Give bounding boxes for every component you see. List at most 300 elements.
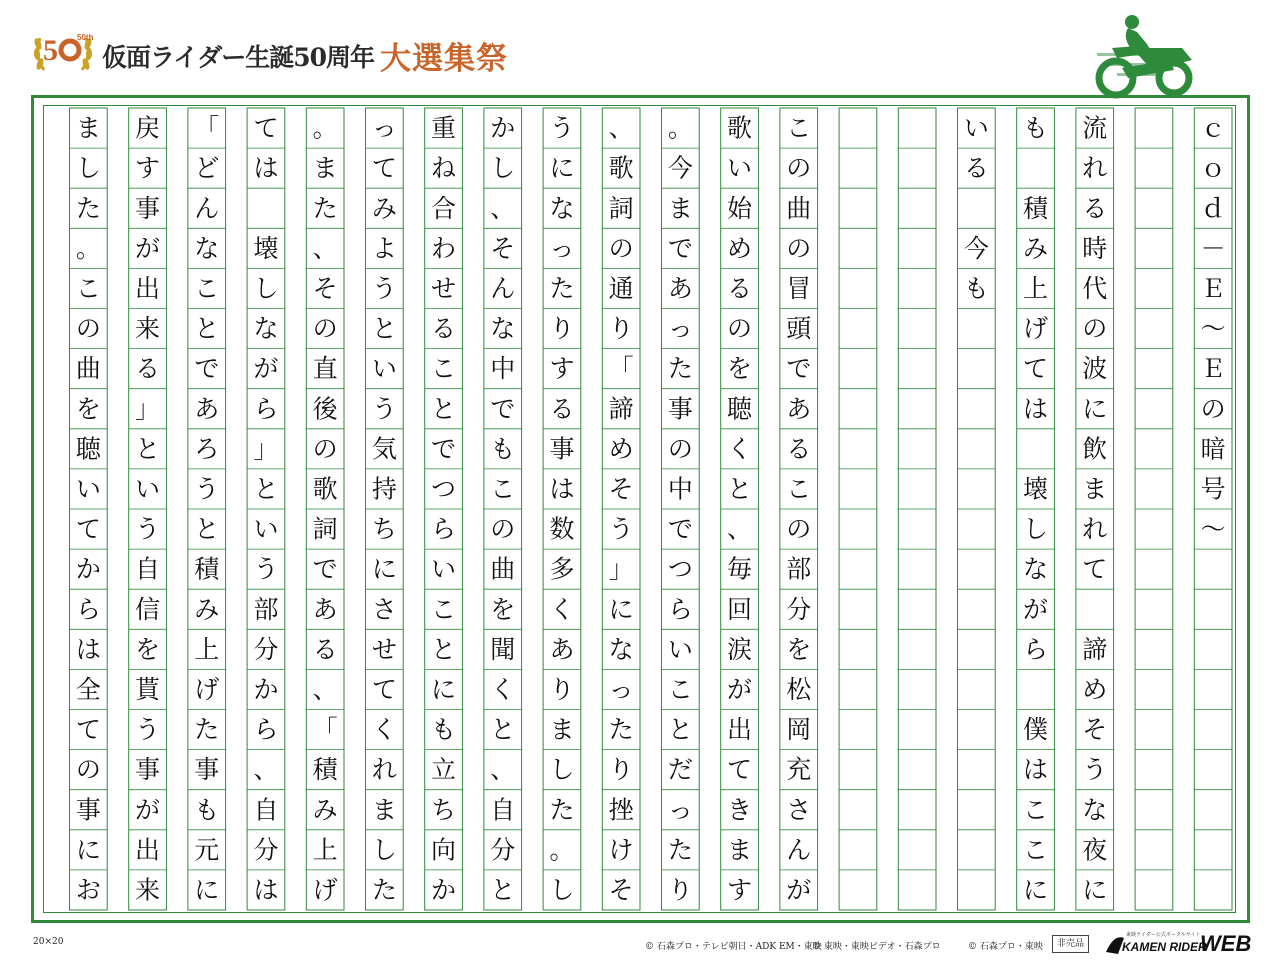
manuscript-char: ｃ <box>1200 113 1226 143</box>
manuscript-char: 。 <box>75 233 101 263</box>
manuscript-char: て <box>727 755 753 785</box>
manuscript-char: を <box>75 394 101 424</box>
manuscript-char: 自 <box>135 554 161 584</box>
manuscript-column <box>425 108 463 910</box>
manuscript-char: た <box>312 193 338 223</box>
manuscript-char: 上 <box>194 634 220 664</box>
manuscript-char: う <box>371 394 397 424</box>
manuscript-char: な <box>490 314 516 344</box>
manuscript-char: 合 <box>431 193 457 223</box>
manuscript-char: こ <box>1023 795 1049 825</box>
manuscript-char: ま <box>549 715 575 745</box>
manuscript-char: っ <box>371 113 397 143</box>
manuscript-char: る <box>1082 193 1108 223</box>
manuscript-char: う <box>253 554 279 584</box>
manuscript-char: 立 <box>431 755 457 785</box>
manuscript-char: あ <box>312 594 338 624</box>
manuscript-char: す <box>727 875 753 905</box>
manuscript-char: ら <box>75 594 101 624</box>
manuscript-char: の <box>75 314 101 344</box>
manuscript-char: に <box>194 875 220 905</box>
manuscript-char: か <box>253 674 279 704</box>
manuscript-char: し <box>75 153 101 183</box>
manuscript-char: に <box>431 674 457 704</box>
manuscript-char: 、 <box>312 674 338 704</box>
manuscript-char: の <box>608 233 634 263</box>
manuscript-column <box>306 108 344 910</box>
manuscript-char: い <box>253 514 279 544</box>
manuscript-char: 、 <box>490 193 516 223</box>
manuscript-char: ら <box>253 715 279 745</box>
manuscript-char: 時 <box>1082 233 1108 263</box>
manuscript-char: に <box>549 153 575 183</box>
manuscript-char: く <box>490 674 516 704</box>
manuscript-char: っ <box>667 795 693 825</box>
manuscript-char: み <box>194 594 220 624</box>
manuscript-char: に <box>608 594 634 624</box>
manuscript-char: 上 <box>312 835 338 865</box>
manuscript-char: 。 <box>667 113 693 143</box>
manuscript-char: 」 <box>608 554 634 584</box>
manuscript-char: こ <box>75 273 101 303</box>
manuscript-char: あ <box>194 394 220 424</box>
manuscript-char: は <box>75 634 101 664</box>
manuscript-char: ら <box>1023 634 1049 664</box>
manuscript-char: み <box>312 795 338 825</box>
manuscript-char: た <box>667 354 693 384</box>
manuscript-char: 充 <box>786 755 812 785</box>
manuscript-char: る <box>727 273 753 303</box>
manuscript-char: れ <box>1082 514 1108 544</box>
manuscript-char: 分 <box>786 594 812 624</box>
manuscript-char: ん <box>194 193 220 223</box>
manuscript-column <box>839 108 877 910</box>
manuscript-char: に <box>1023 875 1049 905</box>
manuscript-char: 、 <box>490 755 516 785</box>
manuscript-char: ら <box>253 394 279 424</box>
manuscript-char: と <box>194 314 220 344</box>
manuscript-char: 部 <box>253 594 279 624</box>
manuscript-char: け <box>608 835 634 865</box>
manuscript-char: ん <box>786 835 812 865</box>
manuscript-char: も <box>490 434 516 464</box>
manuscript-char: ち <box>371 514 397 544</box>
manuscript-char: 戻 <box>135 113 161 143</box>
manuscript-column <box>898 108 936 910</box>
manuscript-char: て <box>1082 554 1108 584</box>
manuscript-char: 始 <box>727 193 753 223</box>
manuscript-char: ん <box>490 273 516 303</box>
page-title-accent: 大選集祭 <box>380 41 508 77</box>
anniversary-badge-text: 50th <box>77 33 94 42</box>
manuscript-char: い <box>371 354 397 384</box>
manuscript-char: を <box>727 354 753 384</box>
manuscript-char: 自 <box>253 795 279 825</box>
manuscript-char: 、 <box>608 113 634 143</box>
manuscript-column <box>721 108 759 910</box>
manuscript-char: あ <box>786 394 812 424</box>
manuscript-char: て <box>75 715 101 745</box>
manuscript-char: と <box>371 314 397 344</box>
manuscript-char: 「 <box>608 354 634 384</box>
manuscript-char: っ <box>549 233 575 263</box>
manuscript-char: に <box>1082 875 1108 905</box>
manuscript-char: し <box>371 835 397 865</box>
manuscript-char: 歌 <box>727 113 753 143</box>
manuscript-char: 全 <box>75 674 101 704</box>
manuscript-char: 数 <box>549 514 575 544</box>
manuscript-column <box>1194 108 1232 910</box>
manuscript-char: せ <box>371 634 397 664</box>
manuscript-char: な <box>608 634 634 664</box>
manuscript-char: た <box>608 715 634 745</box>
manuscript-char: の <box>312 314 338 344</box>
manuscript-column <box>366 108 404 910</box>
manuscript-char: 上 <box>1023 273 1049 303</box>
manuscript-char: り <box>667 875 693 905</box>
manuscript-char: の <box>727 314 753 344</box>
manuscript-column <box>958 108 996 910</box>
manuscript-char: め <box>1082 674 1108 704</box>
manuscript-char: 流 <box>1082 113 1108 143</box>
manuscript-char: 回 <box>727 594 753 624</box>
manuscript-char: 松 <box>786 674 812 704</box>
manuscript-char: 僕 <box>1023 715 1049 745</box>
manuscript-char: す <box>135 153 161 183</box>
manuscript-char: こ <box>1023 835 1049 865</box>
manuscript-char: い <box>667 634 693 664</box>
manuscript-char: し <box>490 153 516 183</box>
manuscript-char: 積 <box>194 554 220 584</box>
manuscript-char: 詞 <box>312 514 338 544</box>
manuscript-char: い <box>963 113 989 143</box>
manuscript-char: 波 <box>1082 354 1108 384</box>
manuscript-char: ～ <box>1200 514 1226 544</box>
manuscript-char: 分 <box>253 634 279 664</box>
manuscript-char: 分 <box>253 835 279 865</box>
manuscript-char: う <box>194 474 220 504</box>
manuscript-char: 挫 <box>608 795 634 825</box>
manuscript-char: ｄ <box>1200 193 1226 223</box>
manuscript-char: め <box>727 233 753 263</box>
manuscript-char: の <box>786 233 812 263</box>
manuscript-char: は <box>253 875 279 905</box>
manuscript-char: そ <box>312 273 338 303</box>
manuscript-char: が <box>253 354 279 384</box>
manuscript-char: い <box>431 554 457 584</box>
manuscript-char: こ <box>431 354 457 384</box>
manuscript-char: そ <box>490 233 516 263</box>
manuscript-char: く <box>549 594 575 624</box>
manuscript-char: う <box>1082 755 1108 785</box>
manuscript-char: る <box>549 394 575 424</box>
manuscript-char: 壊 <box>1023 474 1049 504</box>
manuscript-char: い <box>135 474 161 504</box>
manuscript-char: 出 <box>727 715 753 745</box>
manuscript-char: は <box>1023 394 1049 424</box>
manuscript-char: あ <box>549 634 575 664</box>
manuscript-column <box>70 108 108 910</box>
manuscript-char: る <box>431 314 457 344</box>
manuscript-char: た <box>667 835 693 865</box>
manuscript-char: く <box>727 434 753 464</box>
manuscript-char: を <box>786 634 812 664</box>
manuscript-char: 聴 <box>75 434 101 464</box>
manuscript-char: つ <box>431 474 457 504</box>
manuscript-char: り <box>549 674 575 704</box>
manuscript-char: ｏ <box>1200 153 1226 183</box>
manuscript-char: 壊 <box>253 233 279 263</box>
manuscript-char: 自 <box>490 795 516 825</box>
manuscript-char: 事 <box>135 755 161 785</box>
manuscript-column <box>129 108 167 910</box>
manuscript-char: で <box>786 354 812 384</box>
manuscript-char: ね <box>431 153 457 183</box>
manuscript-char: 。 <box>549 835 575 865</box>
manuscript-char: 多 <box>549 554 575 584</box>
manuscript-char: 涙 <box>727 634 753 664</box>
manuscript-char: － <box>1200 233 1226 263</box>
manuscript-char: ま <box>75 113 101 143</box>
page-title: 仮面ライダー生誕50周年 <box>102 43 375 72</box>
manuscript-column <box>247 108 285 910</box>
manuscript-char: は <box>253 153 279 183</box>
manuscript-char: た <box>549 273 575 303</box>
manuscript-char: 中 <box>490 354 516 384</box>
manuscript-char: 曲 <box>786 193 812 223</box>
manuscript-char: 岡 <box>786 715 812 745</box>
manuscript-char: 積 <box>312 755 338 785</box>
manuscript-char: り <box>549 314 575 344</box>
not-for-sale-badge: 非売品 <box>1052 935 1089 953</box>
manuscript-char: 気 <box>371 434 397 464</box>
manuscript-char: な <box>549 193 575 223</box>
manuscript-char: げ <box>312 875 338 905</box>
manuscript-char: そ <box>608 474 634 504</box>
manuscript-char: い <box>727 153 753 183</box>
manuscript-char: 歌 <box>312 474 338 504</box>
site-logo-tagline: 東映ライダー公式ポータルサイト <box>1126 932 1201 938</box>
manuscript-char: し <box>253 273 279 303</box>
manuscript-char: っ <box>608 674 634 704</box>
manuscript-char: よ <box>371 233 397 263</box>
grid-size-label: 20×20 <box>33 937 64 947</box>
manuscript-char: も <box>194 795 220 825</box>
manuscript-char: 積 <box>1023 193 1049 223</box>
manuscript-char: 、 <box>727 514 753 544</box>
manuscript-char: 、 <box>253 755 279 785</box>
manuscript-char: で <box>312 554 338 584</box>
manuscript-char: う <box>608 514 634 544</box>
manuscript-char: 部 <box>786 554 812 584</box>
manuscript-char: 分 <box>490 835 516 865</box>
copyright-credit-3: © 石森プロ・東映 <box>968 942 1043 952</box>
manuscript-char: し <box>549 875 575 905</box>
manuscript-char: す <box>549 354 575 384</box>
manuscript-char: ま <box>312 153 338 183</box>
manuscript-char: の <box>667 434 693 464</box>
manuscript-char: る <box>786 434 812 464</box>
manuscript-char: 貰 <box>135 674 161 704</box>
manuscript-char: と <box>667 715 693 745</box>
manuscript-char: か <box>431 875 457 905</box>
manuscript-char: に <box>371 554 397 584</box>
manuscript-char: と <box>490 715 516 745</box>
manuscript-char: が <box>727 674 753 704</box>
manuscript-char: み <box>1023 233 1049 263</box>
manuscript-char: れ <box>1082 153 1108 183</box>
manuscript-char: 飲 <box>1082 434 1108 464</box>
manuscript-char: 曲 <box>75 354 101 384</box>
manuscript-char: 事 <box>135 193 161 223</box>
manuscript-char: の <box>75 755 101 785</box>
manuscript-char: が <box>1023 594 1049 624</box>
manuscript-char: 事 <box>75 795 101 825</box>
manuscript-char: の <box>312 434 338 464</box>
copyright-credit-1: © 石森プロ・テレビ朝日・ADK EM・東映 <box>645 942 822 952</box>
manuscript-column <box>1017 108 1055 910</box>
manuscript-char: ち <box>431 795 457 825</box>
manuscript-column <box>484 108 522 910</box>
site-logo-kamen: KAMEN RIDER <box>1122 940 1207 954</box>
manuscript-char: 事 <box>549 434 575 464</box>
manuscript-char: し <box>1023 514 1049 544</box>
manuscript-char: さ <box>371 594 397 624</box>
manuscript-char: う <box>135 715 161 745</box>
manuscript-char: 重 <box>431 113 457 143</box>
manuscript-char: が <box>786 875 812 905</box>
manuscript-char: う <box>549 113 575 143</box>
manuscript-char: 聴 <box>727 394 753 424</box>
manuscript-char: か <box>75 554 101 584</box>
manuscript-char: わ <box>431 233 457 263</box>
manuscript-char: Ｅ <box>1200 273 1226 303</box>
manuscript-char: ま <box>1082 474 1108 504</box>
manuscript-char: 後 <box>312 394 338 424</box>
manuscript-char: に <box>1082 394 1108 424</box>
manuscript-char: こ <box>667 674 693 704</box>
manuscript-char: ～ <box>1200 314 1226 344</box>
manuscript-char: で <box>490 394 516 424</box>
manuscript-char: 」 <box>135 394 161 424</box>
manuscript-char: で <box>667 514 693 544</box>
manuscript-char: せ <box>431 273 457 303</box>
manuscript-char: な <box>194 233 220 263</box>
manuscript-char: に <box>75 835 101 865</box>
manuscript-char: 諦 <box>1082 634 1108 664</box>
manuscript-char: も <box>1023 113 1049 143</box>
manuscript-char: は <box>549 474 575 504</box>
site-logo-web: WEB <box>1200 931 1252 956</box>
manuscript-char: る <box>963 153 989 183</box>
manuscript-char: が <box>135 233 161 263</box>
manuscript-char: ま <box>371 795 397 825</box>
manuscript-char: の <box>1200 394 1226 424</box>
manuscript-char: も <box>431 715 457 745</box>
manuscript-char: た <box>75 193 101 223</box>
manuscript-char: 来 <box>135 875 161 905</box>
manuscript-char: こ <box>431 594 457 624</box>
manuscript-char: げ <box>194 674 220 704</box>
manuscript-char: 」 <box>253 434 279 464</box>
manuscript-char: あ <box>667 273 693 303</box>
manuscript-char: ら <box>431 514 457 544</box>
manuscript-char: 直 <box>312 354 338 384</box>
manuscript-char: て <box>371 674 397 704</box>
manuscript-char: と <box>135 434 161 464</box>
manuscript-column <box>1135 108 1173 910</box>
manuscript-char: て <box>253 113 279 143</box>
manuscript-char: み <box>371 193 397 223</box>
manuscript-char: ま <box>727 835 753 865</box>
manuscript-char: 中 <box>667 474 693 504</box>
manuscript-char: ら <box>667 594 693 624</box>
manuscript-char: も <box>963 273 989 303</box>
manuscript-char: の <box>786 514 812 544</box>
svg-text:5: 5 <box>43 34 58 67</box>
manuscript-char: て <box>1023 354 1049 384</box>
manuscript-char: か <box>490 113 516 143</box>
manuscript-char: つ <box>667 554 693 584</box>
manuscript-char: こ <box>786 474 812 504</box>
manuscript-char: 事 <box>667 394 693 424</box>
manuscript-column <box>602 108 640 910</box>
manuscript-char: 頭 <box>786 314 812 344</box>
manuscript-char: し <box>549 755 575 785</box>
manuscript-char: だ <box>667 755 693 785</box>
manuscript-char: お <box>75 875 101 905</box>
manuscript-char: で <box>431 434 457 464</box>
manuscript-char: こ <box>194 273 220 303</box>
manuscript-char: り <box>608 755 634 785</box>
manuscript-char: う <box>135 514 161 544</box>
manuscript-char: こ <box>786 113 812 143</box>
manuscript-char: 毎 <box>727 554 753 584</box>
manuscript-column <box>1076 108 1114 910</box>
manuscript-char: 持 <box>371 474 397 504</box>
manuscript-char: な <box>1023 554 1049 584</box>
copyright-credit-2: © 東映・東映ビデオ・石森プロ <box>812 942 941 952</box>
manuscript-char: で <box>194 354 220 384</box>
manuscript-char: 「 <box>194 113 220 143</box>
manuscript-char: っ <box>667 314 693 344</box>
manuscript-column <box>662 108 700 910</box>
manuscript-char: き <box>727 795 753 825</box>
manuscript-char: そ <box>608 875 634 905</box>
manuscript-char: れ <box>371 755 397 785</box>
manuscript-char: 来 <box>135 314 161 344</box>
manuscript-char: 号 <box>1200 474 1226 504</box>
manuscript-char: て <box>371 153 397 183</box>
manuscript-char: く <box>371 715 397 745</box>
manuscript-char: Ｅ <box>1200 354 1226 384</box>
manuscript-char: さ <box>786 795 812 825</box>
manuscript-char: 信 <box>135 594 161 624</box>
manuscript-column <box>188 108 226 910</box>
manuscript-char: と <box>727 474 753 504</box>
manuscript-char: 聞 <box>490 634 516 664</box>
manuscript-char: う <box>371 273 397 303</box>
manuscript-char: の <box>1082 314 1108 344</box>
manuscript-char: 今 <box>963 233 989 263</box>
manuscript-char: る <box>135 354 161 384</box>
manuscript-char: と <box>431 394 457 424</box>
manuscript-char: ろ <box>194 434 220 464</box>
manuscript-char: り <box>608 314 634 344</box>
manuscript-char: で <box>667 233 693 263</box>
manuscript-char: 出 <box>135 835 161 865</box>
manuscript-char: 元 <box>194 835 220 865</box>
